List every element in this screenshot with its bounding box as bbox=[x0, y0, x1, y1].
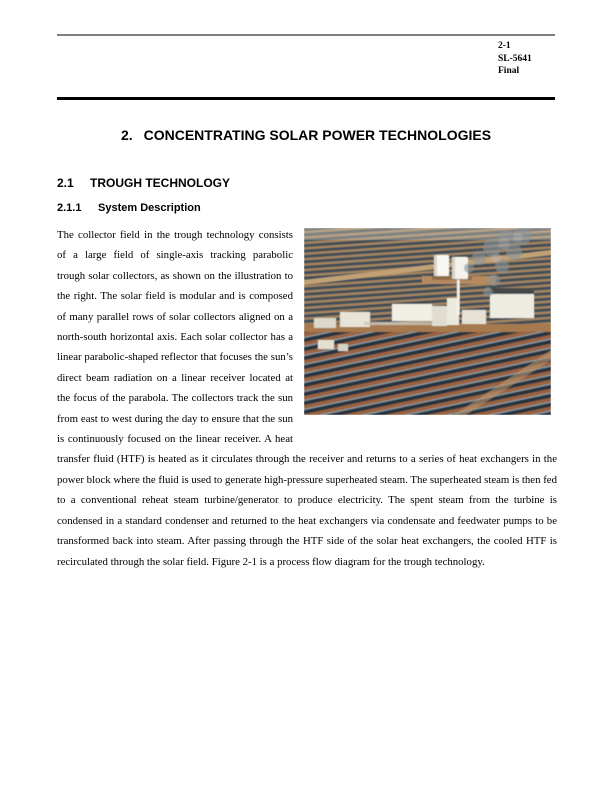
header-top-rule bbox=[57, 34, 555, 36]
body-paragraph bbox=[57, 225, 557, 572]
subsection-label: System Description bbox=[98, 202, 201, 214]
chapter-title-label: CONCENTRATING SOLAR POWER TECHNOLOGIES bbox=[143, 127, 492, 143]
chapter-number: 2. bbox=[120, 127, 133, 143]
section-number: 2.1 bbox=[57, 176, 74, 190]
document-number: SL-5641 bbox=[498, 53, 532, 64]
subsection-heading bbox=[57, 201, 201, 215]
section-heading bbox=[57, 176, 230, 191]
section-label: TROUGH TECHNOLOGY bbox=[90, 176, 230, 190]
page-header-block bbox=[498, 40, 532, 78]
paragraph-text: The collector field in the trough technology consists of a large field of single-axis tracking parabolic trough solar collectors, as shown on the illustration to the right. The solar field is modular and is composed of many parallel rows of solar collectors aligned on a north-south horizontal axis. Each solar collector has a linear parabolic-shaped reflector that focuses the sun’s direct beam radiation on a linear receiver located at the focus of the parabola. The collectors track the sun from east to west during the day to ensure that the sun is continuously focused on the linear receiver. A heat transfer fluid (HTF) is heated as it circulates through the receiver and returns to a series of heat exchangers in the power block where the fluid is used to generate high-pressure superheated steam. The superheated steam is then fed to a conventional reheat steam turbine/generator to produce electricity. The spent steam from the turbine is condensed in a standard condenser and returned to the heat exchangers via condensate and feedwater pumps to be transformed back into steam. After passing through the HTF side of the solar heat exchangers, the cooled HTF is recirculated through the solar field. Figure 2-1 is a process flow diagram for the trough technology. bbox=[57, 229, 557, 568]
solar-field-photo bbox=[304, 228, 551, 415]
header-divider-rule bbox=[57, 97, 555, 100]
subsection-number: 2.1.1 bbox=[57, 202, 82, 214]
chapter-title bbox=[57, 127, 555, 144]
page-number: 2-1 bbox=[498, 41, 511, 51]
solar-field-photo-illustration bbox=[304, 228, 551, 415]
revision-status: Final bbox=[498, 66, 520, 76]
